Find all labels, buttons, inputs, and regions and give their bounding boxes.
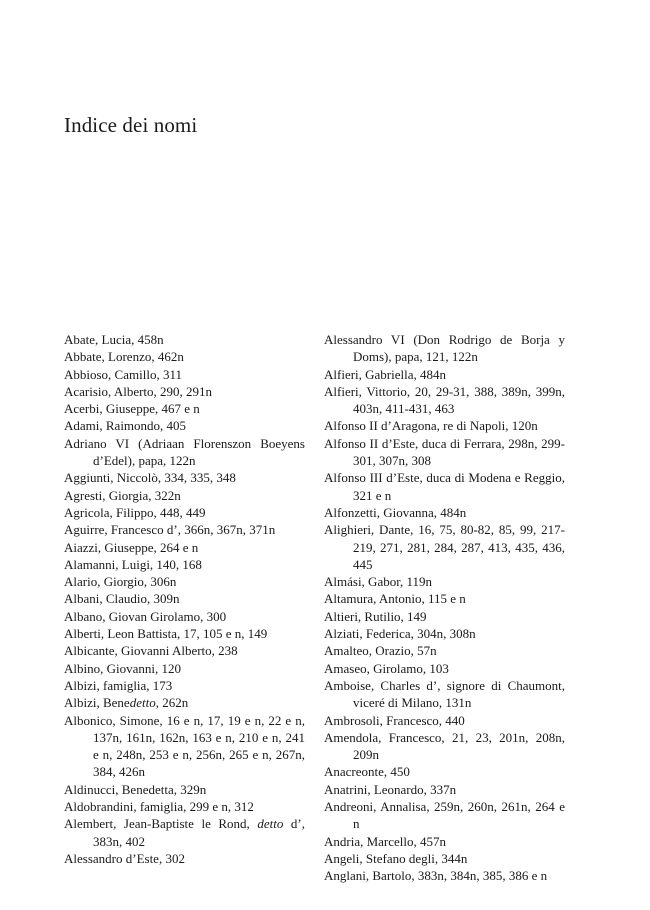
index-entry: Albani, Claudio, 309n bbox=[64, 591, 180, 607]
index-entry: Andria, Marcello, 457n bbox=[324, 833, 447, 849]
index-entry: Alembert, Jean-Baptiste le Rond, detto d’, 383n, 402 bbox=[64, 816, 305, 849]
index-entry: Adriano VI (Adriaan Florenszon Boeyens d’Edel), papa, 122n bbox=[64, 435, 305, 469]
index-column-right bbox=[324, 331, 565, 885]
index-entry: Alfonso II d’Aragona, re di Napoli, 120n bbox=[324, 418, 538, 434]
index-entry: Amendola, Francesco, 21, 23, 201n, 208n, 209n bbox=[324, 729, 565, 763]
index-entry: Abbate, Lorenzo, 462n bbox=[64, 349, 184, 365]
index-entry: Alfonzetti, Giovanna, 484n bbox=[324, 504, 467, 520]
index-entry: Albizi, Benedetto, 262n bbox=[64, 695, 189, 711]
index-entry: Aldinucci, Benedetta, 329n bbox=[64, 781, 207, 797]
index-entry: Alario, Giorgio, 306n bbox=[64, 574, 177, 590]
index-entry: Albonico, Simone, 16 e n, 17, 19 e n, 22 e n, 137n, 161n, 162n, 163 e n, 210 e n, 241 e n, 248n, 253 e n, 256n, 265 e n, 267n, 384, 426n bbox=[64, 712, 305, 780]
index-entry: Albano, Giovan Girolamo, 300 bbox=[64, 608, 227, 624]
index-entry: Albicante, Giovanni Alberto, 238 bbox=[64, 643, 238, 659]
index-entry: Alighieri, Dante, 16, 75, 80-82, 85, 99, 217-219, 271, 281, 284, 287, 413, 435, 436, 445 bbox=[324, 522, 565, 572]
index-entry: Alamanni, Luigi, 140, 168 bbox=[64, 556, 202, 572]
index-entry: Alfieri, Vittorio, 20, 29-31, 388, 389n, 399n, 403n, 411-431, 463 bbox=[324, 383, 565, 417]
index-entry: Alberti, Leon Battista, 17, 105 e n, 149 bbox=[64, 626, 268, 642]
index-entry: Alziati, Federica, 304n, 308n bbox=[324, 626, 476, 642]
page-title: Indice dei nomi bbox=[64, 113, 198, 137]
index-entry: Aguirre, Francesco d’, 366n, 367n, 371n bbox=[64, 522, 276, 538]
index-entry: Alfieri, Gabriella, 484n bbox=[324, 366, 447, 382]
index-entry: Agresti, Giorgia, 322n bbox=[64, 487, 181, 503]
index-entry: Anglani, Bartolo, 383n, 384n, 385, 386 e n bbox=[324, 868, 548, 884]
index-entry: Agricola, Filippo, 448, 449 bbox=[64, 504, 206, 520]
index-entry: Alessandro d’Este, 302 bbox=[64, 850, 185, 866]
index-entry: Aldobrandini, famiglia, 299 e n, 312 bbox=[64, 799, 254, 815]
index-entry: Abbioso, Camillo, 311 bbox=[64, 366, 182, 382]
index-entry: Amaseo, Girolamo, 103 bbox=[324, 660, 449, 676]
index-entry: Ambrosoli, Francesco, 440 bbox=[324, 712, 465, 728]
index-entry: Anacreonte, 450 bbox=[324, 764, 410, 780]
index-entry: Alessandro VI (Don Rodrigo de Borja y Doms), papa, 121, 122n bbox=[324, 332, 565, 365]
index-entry: Acarisio, Alberto, 290, 291n bbox=[64, 383, 213, 399]
index-entry: Altamura, Antonio, 115 e n bbox=[324, 591, 466, 607]
index-entry: Angeli, Stefano degli, 344n bbox=[324, 850, 468, 866]
index-entry: Acerbi, Giuseppe, 467 e n bbox=[64, 401, 200, 417]
index-entry: Alfonso II d’Este, duca di Ferrara, 298n, 299-301, 307n, 308 bbox=[324, 435, 565, 469]
index-entry: Altieri, Rutilio, 149 bbox=[324, 608, 427, 624]
index-entry: Aiazzi, Giuseppe, 264 e n bbox=[64, 539, 199, 555]
index-entry: Anatrini, Leonardo, 337n bbox=[324, 781, 457, 797]
index-entry: Amalteo, Orazio, 57n bbox=[324, 643, 437, 659]
index-entry: Albizi, famiglia, 173 bbox=[64, 677, 173, 693]
index-entry: Amboise, Charles d’, signore di Chaumont, viceré di Milano, 131n bbox=[324, 677, 565, 711]
index-entry: Aggiunti, Niccolò, 334, 335, 348 bbox=[64, 470, 236, 486]
index-entry: Adami, Raimondo, 405 bbox=[64, 418, 187, 434]
index-entry: Alfonso III d’Este, duca di Modena e Reggio, 321 e n bbox=[324, 470, 565, 503]
index-entry: Albino, Giovanni, 120 bbox=[64, 660, 181, 676]
index-column-left bbox=[64, 331, 305, 867]
index-entry: Abate, Lucia, 458n bbox=[64, 332, 164, 347]
index-entry: Andreoni, Annalisa, 259n, 260n, 261n, 264 e n bbox=[324, 799, 565, 832]
index-entry: Almási, Gabor, 119n bbox=[324, 574, 433, 590]
